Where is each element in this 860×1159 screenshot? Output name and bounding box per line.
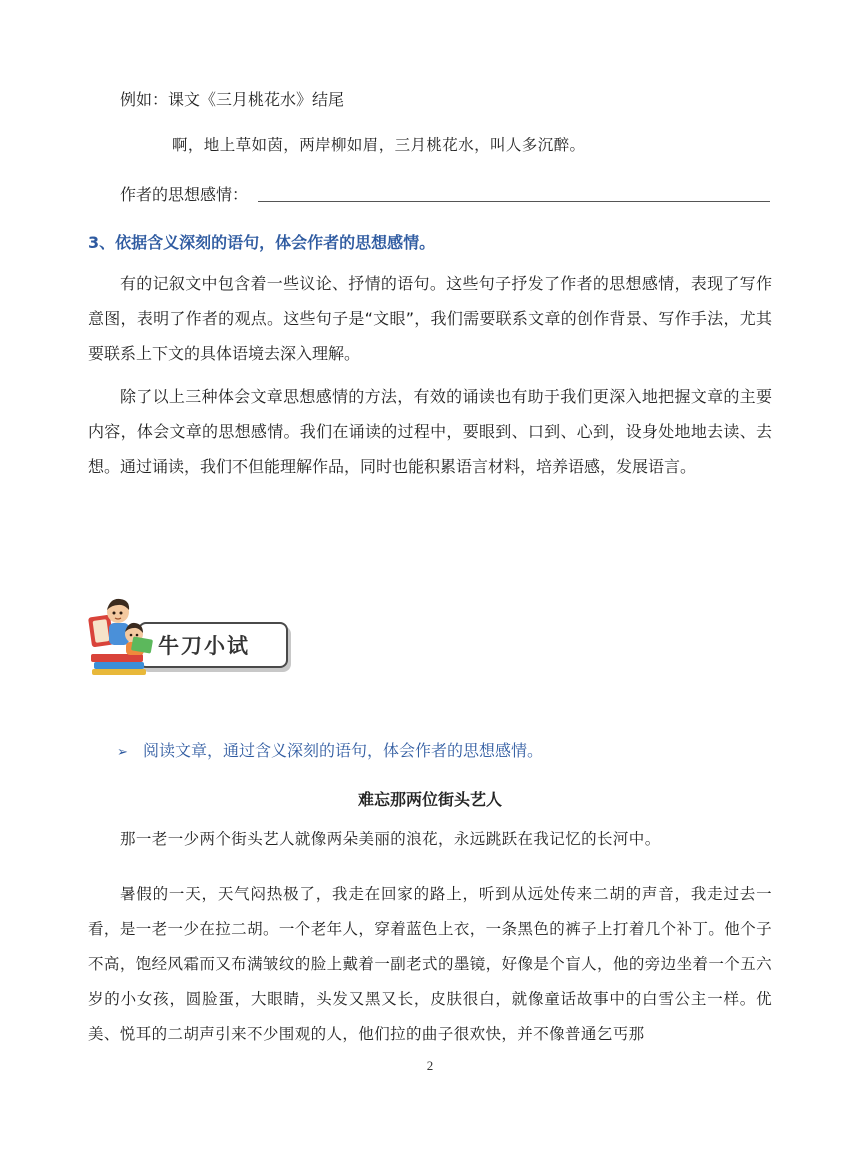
badge-label: 牛刀小试	[158, 634, 250, 658]
children-reading-books-icon	[88, 594, 158, 676]
exercise-instruction: 阅读文章，通过含义深刻的语句，体会作者的思想感情。	[143, 741, 544, 760]
answer-blank-line	[258, 201, 770, 202]
section-3-paragraph: 有的记叙文中包含着一些议论、抒情的语句。这些句子抒发了作者的思想感情，表现了写作意图，表明了作者的观点。这些句子是“文眼”，我们需要联系文章的创作背景、写作手法，尤其要联系上下文的具体语境去深入理解。	[88, 274, 772, 363]
article-paragraph: 暑假的一天，天气闷热极了，我走在回家的路上，听到从远处传来二胡的声音，我走过去一看，是一老一少在拉二胡。一个老年人，穿着蓝色上衣，一条黑色的裤子上打着几个补丁。他个子不高，饱经风霜而又布满皱纹的脸上戴着一副老式的墨镜，好像是个盲人，他的旁边坐着一个五六岁的小女孩，圆脸蛋，大眼睛，头发又黑又长，皮肤很白，就像童话故事中的白雪公主一样。优美、悦耳的二胡声引来不少围观的人，他们拉的曲子很欢快，并不像普通乞丐那	[88, 885, 772, 1043]
section-3-heading: 3、依据含义深刻的语句，体会作者的思想感情。	[88, 233, 436, 252]
example-quote: 啊，地上草如茵，两岸柳如眉，三月桃花水，叫人多沉醉。	[172, 136, 586, 154]
article-paragraph: 那一老一少两个街头艺人就像两朵美丽的浪花，永远跳跃在我记忆的长河中。	[120, 830, 661, 848]
page-number: 2	[426, 1058, 434, 1073]
arrow-bullet-icon: ➢	[117, 745, 128, 760]
exercise-instruction-row	[117, 738, 543, 761]
article-title: 难忘那两位街头艺人	[357, 790, 502, 809]
feeling-label: 作者的思想感情：	[120, 185, 249, 204]
summary-paragraph: 除了以上三种体会文章思想感情的方法，有效的诵读也有助于我们更深入地把握文章的主要内容，体会文章的思想感情。我们在诵读的过程中，要眼到、口到、心到，设身处地地去读、去想。通过诵读，我们不但能理解作品，同时也能积累语言材料，培养语感，发展语言。	[88, 387, 772, 476]
example-intro: 例如：课文《三月桃花水》结尾	[120, 90, 345, 109]
practice-badge	[88, 594, 288, 676]
